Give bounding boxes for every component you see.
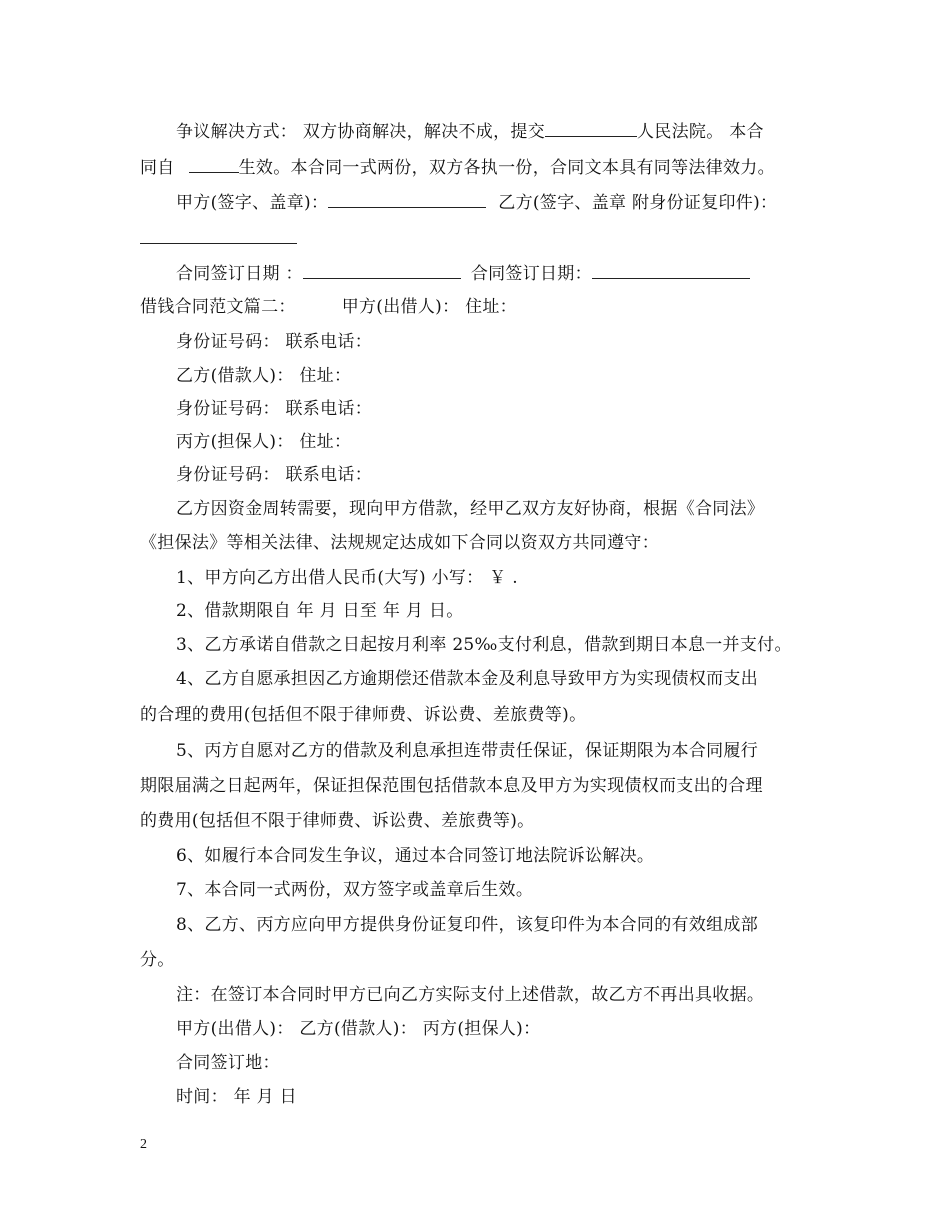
clause-1: 1、甲方向乙方出借人民币(大写) 小写： ￥ . xyxy=(176,568,518,588)
text-segment: 同自 xyxy=(140,158,175,178)
clause-4: 4、乙方自愿承担因乙方逾期偿还借款本金及利息导致甲方为实现债权而支出 xyxy=(176,669,759,689)
section-heading: 借钱合同范文篇二： xyxy=(140,297,296,317)
parties-signature-line: 甲方(出借人)： 乙方(借款人)： 丙方(担保人)： xyxy=(176,1019,541,1039)
text-line: 身份证号码： 联系电话： xyxy=(176,399,373,419)
clause-3: 3、乙方承诺自借款之日起按月利率 25‰支付利息，借款到期日本息一并支付。 xyxy=(176,635,792,655)
text-segment: 人民法院。 本合 xyxy=(637,122,764,142)
text-segment: 合同签订日期： xyxy=(470,264,592,284)
clause-5: 5、丙方自愿对乙方的借款及利息承担连带责任保证，保证期限为本合同履行 xyxy=(176,741,759,761)
party-a-signature-blank xyxy=(328,191,486,208)
text-line: 丙方(担保人)： 住址： xyxy=(176,432,352,452)
clause-5-continued: 的费用(包括但不限于律师费、诉讼费、差旅费等)。 xyxy=(140,811,535,831)
signing-date-line xyxy=(176,262,826,285)
clause-8-continued: 分。 xyxy=(140,950,175,970)
clause-6: 6、如履行本合同发生争议，通过本合同签订地法院诉讼解决。 xyxy=(176,846,655,866)
dispute-resolution-line xyxy=(176,120,826,143)
court-blank xyxy=(545,120,637,137)
signature-continuation xyxy=(140,227,820,250)
clause-5-continued: 期限届满之日起两年，保证担保范围包括借款本息及甲方为实现债权而支出的合理 xyxy=(140,776,763,796)
signing-place-line: 合同签订地： xyxy=(176,1053,280,1073)
clause-8: 8、乙方、丙方应向甲方提供身份证复印件，该复印件为本合同的有效组成部 xyxy=(176,915,759,935)
clause-2: 2、借款期限自 年 月 日至 年 月 日。 xyxy=(176,601,464,621)
clause-7: 7、本合同一式两份，双方签字或盖章后生效。 xyxy=(176,880,534,900)
time-line: 时间： 年 月 日 xyxy=(176,1087,297,1107)
text-line: 乙方(借款人)： 住址： xyxy=(176,366,352,386)
party-b-signature-blank xyxy=(140,227,297,244)
text-segment: 甲方(签字、盖章)： xyxy=(176,193,329,213)
text-segment: 争议解决方式： 双方协商解决，解决不成，提交 xyxy=(176,122,546,142)
text-segment: 乙方(签字、盖章 附身份证复印件)： xyxy=(498,193,778,213)
note-line: 注：在签订本合同时甲方已向乙方实际支付上述借款，故乙方不再出具收据。 xyxy=(176,985,765,1005)
page-number: 2 xyxy=(140,1137,147,1152)
signing-date-blank-b xyxy=(592,262,750,279)
signing-date-blank-a xyxy=(303,262,461,279)
text-segment: 生效。本合同一式两份，双方各执一份，合同文本具有同等法律效力。 xyxy=(238,158,775,178)
date-blank xyxy=(189,156,239,173)
effective-line xyxy=(140,156,820,179)
text-line: 乙方因资金周转需要，现向甲方借款，经甲乙双方友好协商，根据《合同法》 xyxy=(176,499,765,519)
signature-line xyxy=(176,191,826,214)
text-segment: 甲方(出借人)： 住址： xyxy=(341,297,517,317)
section-heading-line xyxy=(140,296,820,318)
text-segment: 合同签订日期 ： xyxy=(176,264,303,284)
text-line: 身份证号码： 联系电话： xyxy=(176,465,373,485)
clause-4-continued: 的合理的费用(包括但不限于律师费、诉讼费、差旅费等)。 xyxy=(140,705,587,725)
text-line: 身份证号码： 联系电话： xyxy=(176,332,373,352)
text-line: 《担保法》等相关法律、法规规定达成如下合同以资双方共同遵守： xyxy=(140,533,659,553)
